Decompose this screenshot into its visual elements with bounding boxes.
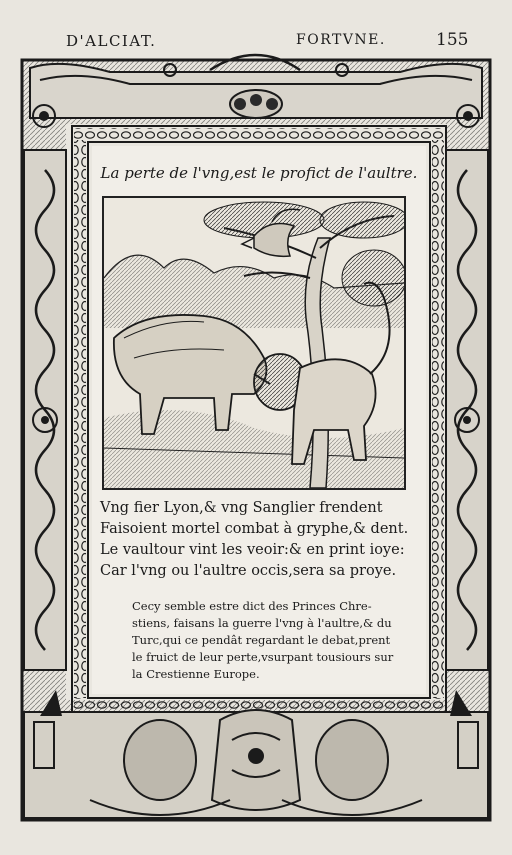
verse-line: Vng fier Lyon,& vng Sanglier frendent: [100, 500, 383, 516]
commentary-line: Turc,qui ce pendât regardant le debat,prent: [132, 633, 391, 647]
woodcut-scene: [104, 198, 404, 488]
commentary-line: stiens, faisans la guerre l'vng à l'aultre,& du: [132, 616, 392, 630]
verse-line: Faisoient mortel combat à gryphe,& dent.: [100, 521, 409, 537]
commentary-line: Cecy semble estre dict des Princes Chre-: [132, 599, 372, 613]
verse-line: Le vaultour vint les veoir:& en print ioye:: [100, 542, 405, 558]
commentary-line: le fruict de leur perte,vsurpant tousiours sur: [132, 650, 394, 664]
running-head-left: D'ALCIAT.: [66, 32, 157, 50]
verse-line: Car l'vng ou l'aultre occis,sera sa proye.: [100, 563, 397, 579]
emblem-motto: La perte de l'vng,est le profict de l'aultre.: [100, 164, 418, 182]
page-number: 155: [436, 30, 469, 50]
commentary-text: [132, 598, 422, 683]
verse-quatrain: [100, 498, 420, 582]
running-head-center: FORTVNE.: [296, 32, 386, 48]
woodcut-illustration: [102, 196, 406, 490]
commentary-line: la Crestienne Europe.: [132, 667, 260, 681]
emblem-panel: [92, 146, 426, 694]
